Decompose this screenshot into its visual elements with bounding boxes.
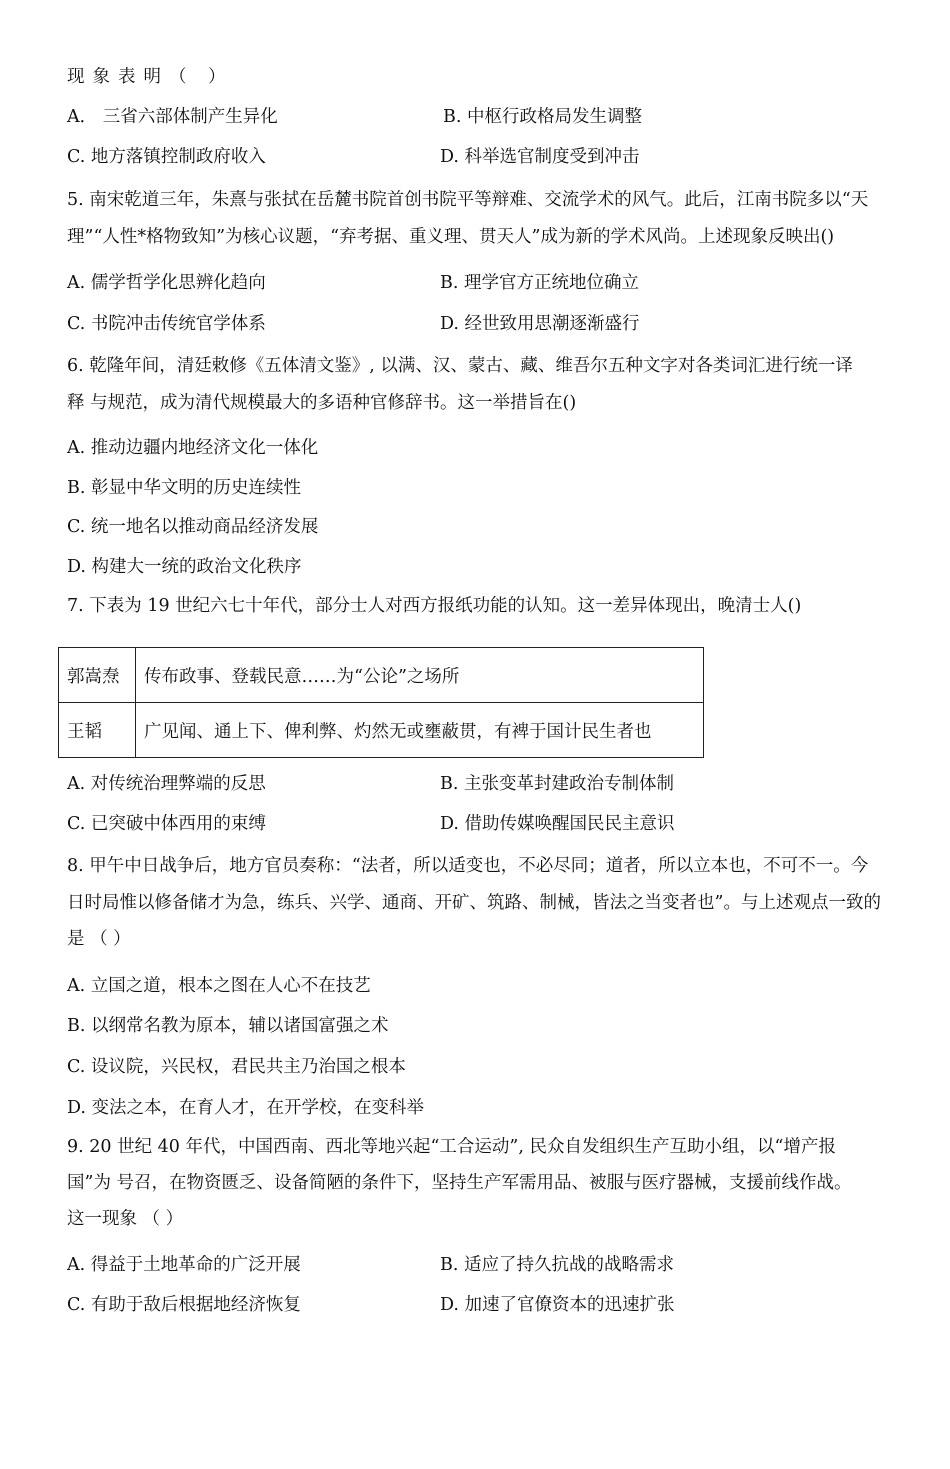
q6-stem-line2: 释 与规范，成为清代规模最大的多语种官修辞书。这一举措旨在() (67, 393, 577, 413)
q6-option-b[interactable]: B. 彰显中华文明的历史连续性 (67, 478, 301, 498)
q7-option-a[interactable]: A. 对传统治理弊端的反思 (67, 774, 266, 794)
q5-stem-line1: 5. 南宋乾道三年，朱熹与张拭在岳麓书院首创书院平等辩难、交流学术的风气。此后，江南书院多以“天 (67, 190, 869, 210)
q8-option-a[interactable]: A. 立国之道，根本之图在人心不在技艺 (67, 976, 371, 996)
q4-option-b[interactable]: B. 中枢行政格局发生调整 (443, 107, 642, 127)
q8-stem-line3: 是 （ ） (67, 929, 131, 949)
q9-option-b[interactable]: B. 适应了持久抗战的战略需求 (440, 1255, 674, 1275)
q8-option-b[interactable]: B. 以纲常名教为原本，辅以诸国富强之术 (67, 1016, 389, 1036)
q5-option-a[interactable]: A. 儒学哲学化思辨化趋向 (67, 273, 266, 293)
q4-option-a[interactable]: A． 三省六部体制产生异化 (67, 107, 278, 127)
q4-stem-tail: 现象表明（ ） (67, 67, 234, 87)
q6-option-a[interactable]: A. 推动边疆内地经济文化一体化 (67, 438, 319, 458)
q4-option-d[interactable]: D. 科举选官制度受到冲击 (440, 147, 640, 167)
q4-option-c[interactable]: C. 地方落镇控制政府收入 (67, 147, 266, 167)
table-cell-view: 传布政事、登载民意……为“公论”之场所 (136, 648, 704, 703)
q8-option-c[interactable]: C. 设议院，兴民权，君民共主乃治国之根本 (67, 1057, 406, 1077)
q6-option-c[interactable]: C. 统一地名以推动商品经济发展 (67, 517, 319, 537)
q7-option-d[interactable]: D. 借助传媒唤醒国民民主意识 (440, 814, 675, 834)
q7-stem-line1: 7. 下表为 19 世纪六七十年代，部分士人对西方报纸功能的认知。这一差异体现出，晚清士人() (67, 596, 802, 616)
q5-option-c[interactable]: C. 书院冲击传统官学体系 (67, 314, 266, 334)
q5-option-b[interactable]: B. 理学官方正统地位确立 (440, 273, 639, 293)
q7-option-c[interactable]: C. 已突破中体西用的束缚 (67, 814, 266, 834)
table-cell-scholar: 王韬 (59, 703, 136, 758)
q5-option-d[interactable]: D. 经世致用思潮逐渐盛行 (440, 314, 640, 334)
q9-option-a[interactable]: A. 得益于土地革命的广泛开展 (67, 1255, 301, 1275)
q6-stem-line1: 6. 乾隆年间，清廷敕修《五体清文鉴》, 以满、汉、蒙古、藏、维吾尔五种文字对各类词汇进行统一译 (67, 356, 853, 376)
q7-comparison-table (58, 647, 704, 758)
q8-stem-line1: 8. 甲午中日战争后，地方官员奏称：“法者，所以适变也，不必尽同；道者，所以立本也，不可不一。今 (67, 856, 869, 876)
q9-option-c[interactable]: C. 有助于敌后根据地经济恢复 (67, 1295, 301, 1315)
q8-stem-line2: 日时局惟以修备储才为急，练兵、兴学、通商、开矿、筑路、制械，皆法之当变者也”。与上述观点一致的 (67, 893, 881, 913)
q9-stem-line3: 这一现象 （ ） (67, 1209, 184, 1229)
table-cell-view: 广见闻、通上下、俾利弊、灼然无或壅蔽贯，有裨于国计民生者也 (136, 703, 704, 758)
q9-stem-line2: 国”为 号召，在物资匮乏、设备简陋的条件下，坚持生产军需用品、被服与医疗器械，支援前线作战。 (67, 1173, 852, 1193)
q8-option-d[interactable]: D. 变法之本，在育人才，在开学校，在变科举 (67, 1098, 425, 1118)
q9-stem-line1: 9. 20 世纪 40 年代，中国西南、西北等地兴起“工合运动”, 民众自发组织生产互助小组，以“增产报 (67, 1137, 836, 1157)
table-row (59, 703, 704, 758)
q7-option-b[interactable]: B. 主张变革封建政治专制体制 (440, 774, 674, 794)
table-cell-scholar: 郭嵩焘 (59, 648, 136, 703)
q9-option-d[interactable]: D. 加速了官僚资本的迅速扩张 (440, 1295, 675, 1315)
table-row (59, 648, 704, 703)
q6-option-d[interactable]: D. 构建大一统的政治文化秩序 (67, 557, 302, 577)
q5-stem-line2: 理”“人性*格物致知”为核心议题，“弃考据、重义理、贯天人”成为新的学术风尚。上述现象反映出() (67, 227, 835, 247)
